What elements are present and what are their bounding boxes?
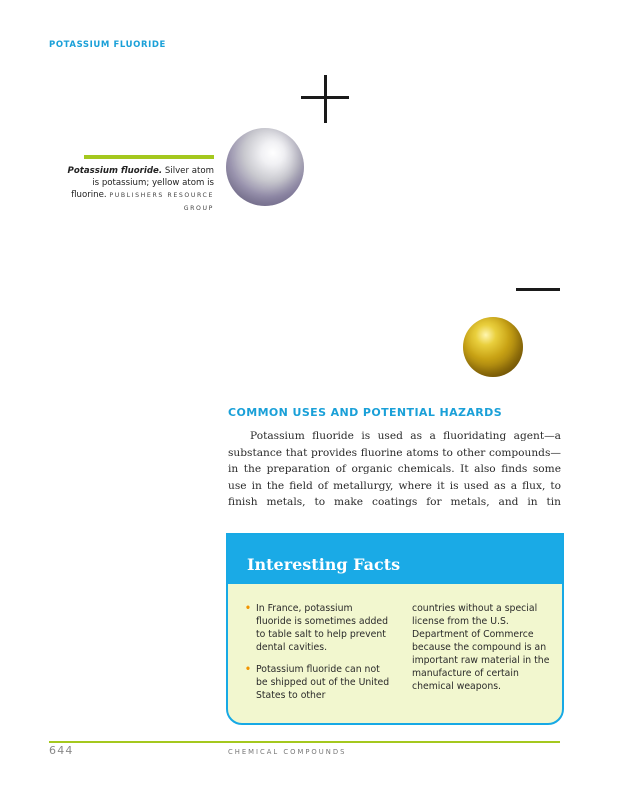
facts-title: Interesting Facts: [247, 555, 401, 574]
bullet-icon: •: [245, 603, 251, 614]
fluorine-atom-image: [463, 317, 523, 377]
caption-text: Silver atom is potassium; yellow atom is fluorine.: [71, 166, 214, 200]
facts-left-column: [245, 602, 390, 711]
footer-rule: [49, 741, 560, 743]
potassium-atom-image: [226, 128, 304, 206]
facts-right-column: countries without a special license from the U.S. Department of Commerce because the compound is an important raw material in the manufacture of certain chemical weapons.: [412, 603, 550, 692]
interesting-facts-box: [226, 533, 564, 725]
facts-header: [228, 535, 562, 584]
body-paragraph-text: Potassium fluoride is used as a fluoridating agent—a substance that provides fluorine atoms to other compounds—in the preparation of organic chemicals. It also finds some use in the field of metallurgy, where it is used as a flux, to finish metals, to make coatings for metals, and in tin: [228, 430, 561, 508]
fact-item: [245, 663, 390, 702]
section-heading: COMMON USES AND POTENTIAL HAZARDS: [228, 406, 503, 419]
figure-caption: [60, 165, 214, 215]
bullet-icon: •: [245, 664, 251, 675]
caption-rule: [84, 155, 214, 159]
fact-text: In France, potassium fluoride is sometimes added to table salt to help prevent dental cavities.: [256, 603, 389, 653]
page-number: 644: [49, 744, 74, 757]
positive-charge-icon: [301, 75, 349, 123]
photo-credit: PUBLISHERS RESOURCE GROUP: [109, 192, 214, 212]
body-paragraph: [228, 428, 561, 511]
fact-text: Potassium fluoride can not be shipped out of the United States to other: [256, 664, 390, 701]
running-head: POTASSIUM FLUORIDE: [49, 40, 166, 50]
negative-charge-icon: [516, 288, 560, 291]
footer-book-title: CHEMICAL COMPOUNDS: [228, 748, 347, 756]
fact-item: [245, 602, 390, 654]
caption-title: Potassium fluoride.: [67, 166, 163, 176]
